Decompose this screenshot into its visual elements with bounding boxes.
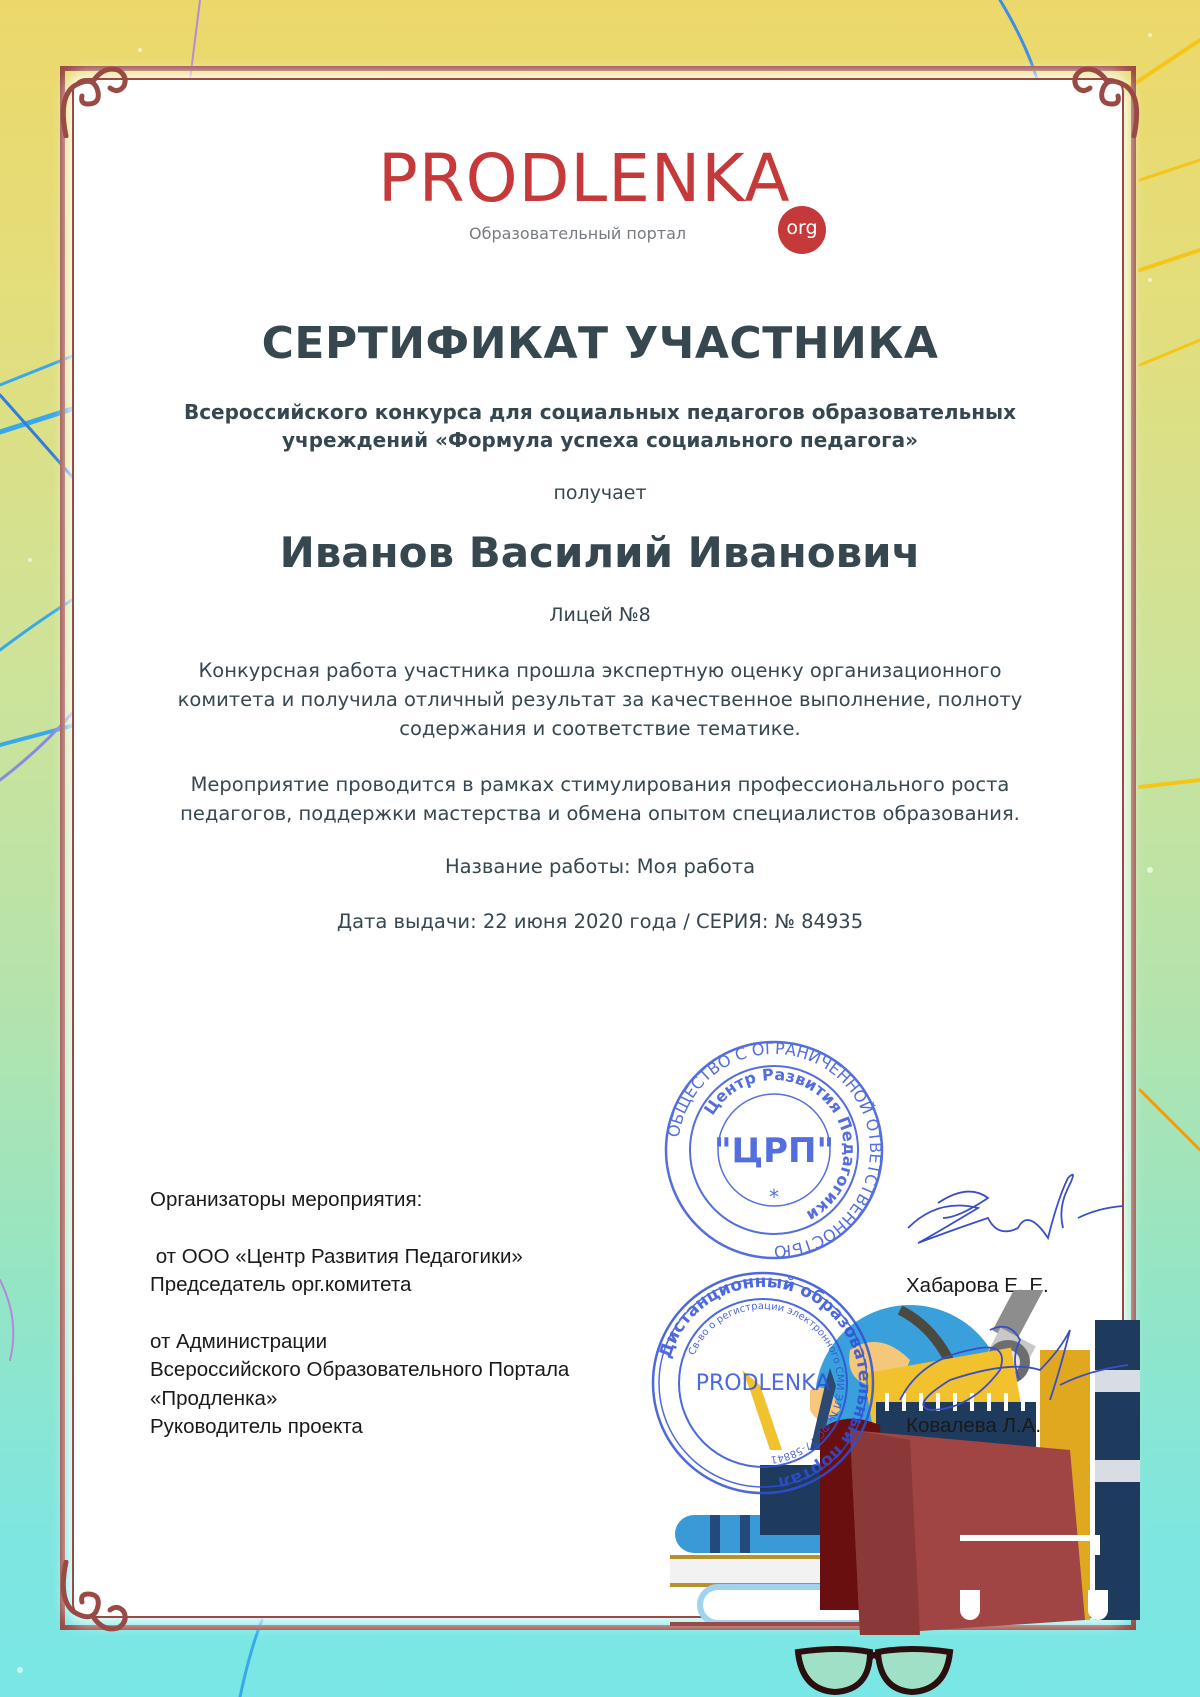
svg-text:"ЦРП": "ЦРП" <box>713 1131 835 1171</box>
organizer-1-role: Председатель орг.комитета <box>150 1273 412 1296</box>
signer-2-name: Ковалева Л.А. <box>906 1414 1042 1437</box>
recipient-name: Иванов Василий Иванович <box>279 528 921 577</box>
contest-name <box>160 398 1040 454</box>
evaluation-line-2: комитета и получила отличный результат за качественное выполнение, полноту <box>177 688 1023 711</box>
event-purpose-paragraph <box>150 770 1050 828</box>
logo-wordmark: PRODLENKA <box>378 140 791 217</box>
organizer-2-line-2: Всероссийского Образовательного Портала <box>150 1358 570 1381</box>
contest-name-line-2: учреждений «Формула успеха социального педагога» <box>281 428 919 452</box>
signature-khabarova <box>898 1168 1128 1258</box>
svg-text:Центр Развития Педагогики: Центр Развития Педагогики <box>700 1064 860 1226</box>
logo-org-badge: org <box>778 206 826 254</box>
organizers-heading: Организаторы мероприятия: <box>150 1188 423 1211</box>
organizer-2-role: Руководитель проекта <box>150 1415 363 1438</box>
contest-name-line-1: Всероссийского конкурса для социальных педагогов образовательных <box>183 400 1017 424</box>
signer-1-name: Хабарова Е. Е. <box>906 1274 1049 1297</box>
recipient-institution: Лицей №8 <box>549 604 651 626</box>
stamp-prodlenka <box>648 1268 878 1498</box>
evaluation-line-3: содержания и соответствие тематике. <box>399 717 801 740</box>
certificate-title: СЕРТИФИКАТ УЧАСТНИКА <box>261 318 939 369</box>
organizer-1-name: от ООО «Центр Развития Педагогики» <box>150 1244 523 1268</box>
purpose-line-2: педагогов, поддержки мастерства и обмена опытом специалистов образования. <box>180 802 1020 825</box>
organizer-2-line-1: от Администрации <box>150 1329 328 1353</box>
purpose-line-1: Мероприятие проводится в рамках стимулирования профессионального роста <box>190 773 1010 796</box>
receives-label: получает <box>553 482 647 504</box>
evaluation-line-1: Конкурсная работа участника прошла экспертную оценку организационного <box>198 659 1002 682</box>
svg-text:PRODLENKA: PRODLENKA <box>695 1371 831 1396</box>
issue-date-series: Дата выдачи: 22 июня 2020 года / СЕРИЯ: № 84935 <box>336 910 864 933</box>
stamp-crp <box>660 1036 888 1264</box>
svg-text:Св-во о регистрации электронно: Св-во о регистрации электронного СМИ ЭЛ № ФС 77-58841 <box>686 1300 846 1465</box>
organizers-block <box>150 1186 630 1442</box>
svg-text:*: * <box>769 1185 779 1209</box>
svg-text:ОБЩЕСТВО С ОГРАНИЧЕННОЙ ОТВЕТС: ОБЩЕСТВО С ОГРАНИЧЕННОЙ ОТВЕТСТВЕННОСТЬЮ <box>663 1038 886 1262</box>
svg-text:Дистанционный образовательный: Дистанционный образовательный портал <box>655 1271 875 1493</box>
signature-kovaleva <box>890 1310 1130 1430</box>
logo-tagline: Образовательный портал <box>469 224 687 243</box>
organizer-2-line-3: «Продленка» <box>150 1386 278 1410</box>
evaluation-paragraph <box>150 656 1050 743</box>
work-title: Название работы: Моя работа <box>444 855 756 878</box>
prodlenka-logo <box>378 140 838 248</box>
